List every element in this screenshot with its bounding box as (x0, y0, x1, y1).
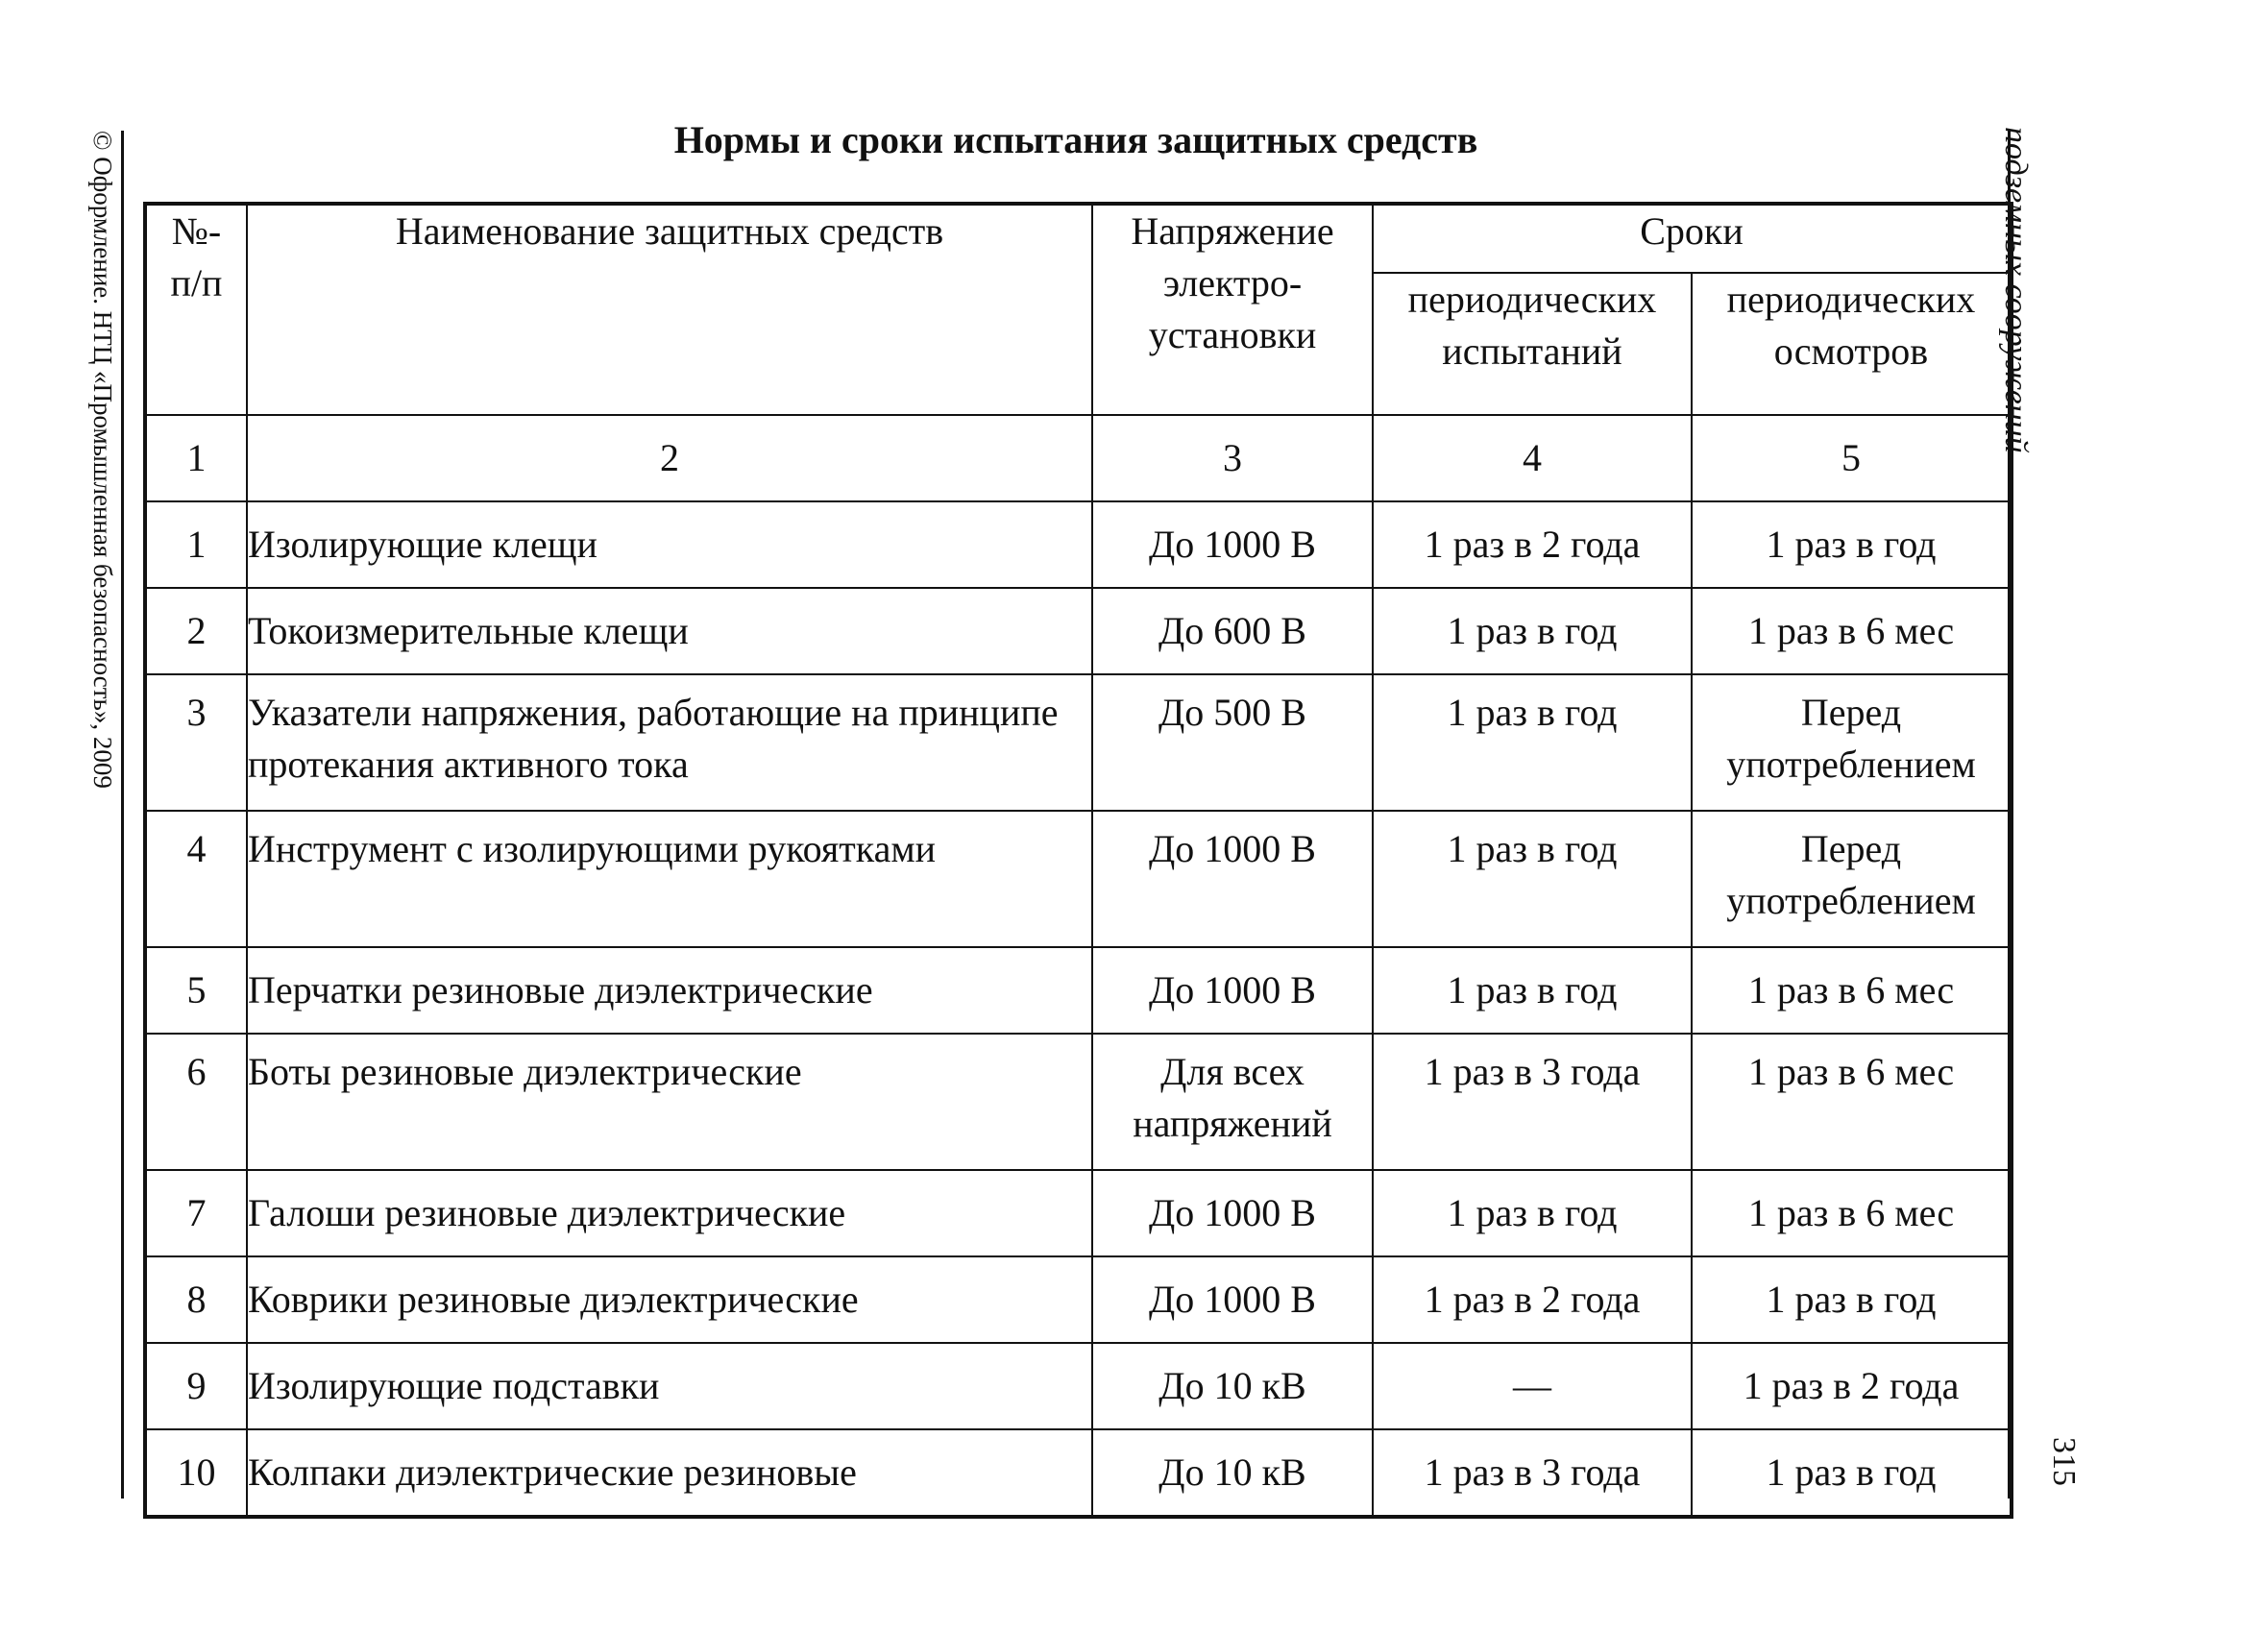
item-name: Инструмент с изолирующими рукоятками (247, 811, 1092, 947)
item-name: Изолирующие клещи (247, 501, 1092, 588)
item-name: Указатели напряжения, работающие на принципе протекания активного тока (247, 674, 1092, 811)
row-number: 4 (145, 811, 247, 947)
row-number: 6 (145, 1034, 247, 1170)
item-voltage: До 1000 В (1092, 501, 1373, 588)
item-voltage: Для всех напряжений (1092, 1034, 1373, 1170)
item-voltage: До 10 кВ (1092, 1429, 1373, 1517)
row-number: 10 (145, 1429, 247, 1517)
header-tests: периодических испытаний (1373, 273, 1692, 415)
header-name: Наименование защитных средств (247, 204, 1092, 415)
table-row (145, 1170, 2012, 1256)
item-inspection-period: 1 раз в год (1692, 1429, 2012, 1517)
table-row (145, 674, 2012, 811)
item-test-period: 1 раз в год (1373, 1170, 1692, 1256)
running-header: подземных сооружений (1998, 127, 2034, 453)
item-inspection-period: 1 раз в год (1692, 1256, 2012, 1343)
item-test-period: 1 раз в 3 года (1373, 1429, 1692, 1517)
item-voltage: До 1000 В (1092, 1170, 1373, 1256)
column-index-row (145, 415, 2012, 501)
document-title: Нормы и сроки испытания защитных средств (673, 118, 1478, 161)
table-row (145, 588, 2012, 674)
item-inspection-period: 1 раз в 6 мес (1692, 1034, 2012, 1170)
row-number: 1 (145, 501, 247, 588)
table-row (145, 501, 2012, 588)
item-name: Изолирующие подставки (247, 1343, 1092, 1429)
item-inspection-period: 1 раз в 6 мес (1692, 947, 2012, 1034)
table-row (145, 811, 2012, 947)
item-inspection-period: 1 раз в год (1692, 501, 2012, 588)
row-number: 3 (145, 674, 247, 811)
norms-table (143, 202, 2013, 1519)
item-name: Токоизмерительные клещи (247, 588, 1092, 674)
row-number: 8 (145, 1256, 247, 1343)
item-test-period: 1 раз в год (1373, 811, 1692, 947)
page-number: 315 (2046, 1437, 2082, 1486)
item-name: Коврики резиновые диэлектрические (247, 1256, 1092, 1343)
column-index: 1 (145, 415, 247, 501)
column-index: 4 (1373, 415, 1692, 501)
column-index: 3 (1092, 415, 1373, 501)
copyright-note: © Оформление. НТЦ «Промышленная безопасность», 2009 (88, 131, 117, 789)
column-index: 2 (247, 415, 1092, 501)
item-name: Колпаки диэлектрические резиновые (247, 1429, 1092, 1517)
item-inspection-period: 1 раз в 6 мес (1692, 588, 2012, 674)
item-test-period: 1 раз в 3 года (1373, 1034, 1692, 1170)
row-number: 7 (145, 1170, 247, 1256)
header-voltage: Напряжение электро- установки (1092, 204, 1373, 415)
item-test-period: 1 раз в 2 года (1373, 1256, 1692, 1343)
item-name: Перчатки резиновые диэлектрические (247, 947, 1092, 1034)
table-row (145, 1034, 2012, 1170)
item-inspection-period: 1 раз в 2 года (1692, 1343, 2012, 1429)
header-number: №- п/п (145, 204, 247, 415)
table-row (145, 1429, 2012, 1517)
table-row (145, 1343, 2012, 1429)
header-inspections: периодических осмотров (1692, 273, 2012, 415)
left-margin-rule (121, 131, 124, 1499)
table-row (145, 1256, 2012, 1343)
row-number: 5 (145, 947, 247, 1034)
table-row (145, 947, 2012, 1034)
item-test-period: 1 раз в год (1373, 588, 1692, 674)
item-voltage: До 500 В (1092, 674, 1373, 811)
row-number: 2 (145, 588, 247, 674)
item-inspection-period: 1 раз в 6 мес (1692, 1170, 2012, 1256)
item-name: Галоши резиновые диэлектрические (247, 1170, 1092, 1256)
item-voltage: До 1000 В (1092, 947, 1373, 1034)
item-voltage: До 10 кВ (1092, 1343, 1373, 1429)
item-voltage: До 1000 В (1092, 1256, 1373, 1343)
item-test-period: — (1373, 1343, 1692, 1429)
item-test-period: 1 раз в 2 года (1373, 501, 1692, 588)
row-number: 9 (145, 1343, 247, 1429)
header-terms: Сроки (1373, 204, 2012, 273)
column-index: 5 (1692, 415, 2012, 501)
item-test-period: 1 раз в год (1373, 947, 1692, 1034)
item-test-period: 1 раз в год (1373, 674, 1692, 811)
item-voltage: До 600 В (1092, 588, 1373, 674)
item-inspection-period: Перед употреблением (1692, 674, 2012, 811)
item-inspection-period: Перед употреблением (1692, 811, 2012, 947)
item-name: Боты резиновые диэлектрические (247, 1034, 1092, 1170)
item-voltage: До 1000 В (1092, 811, 1373, 947)
